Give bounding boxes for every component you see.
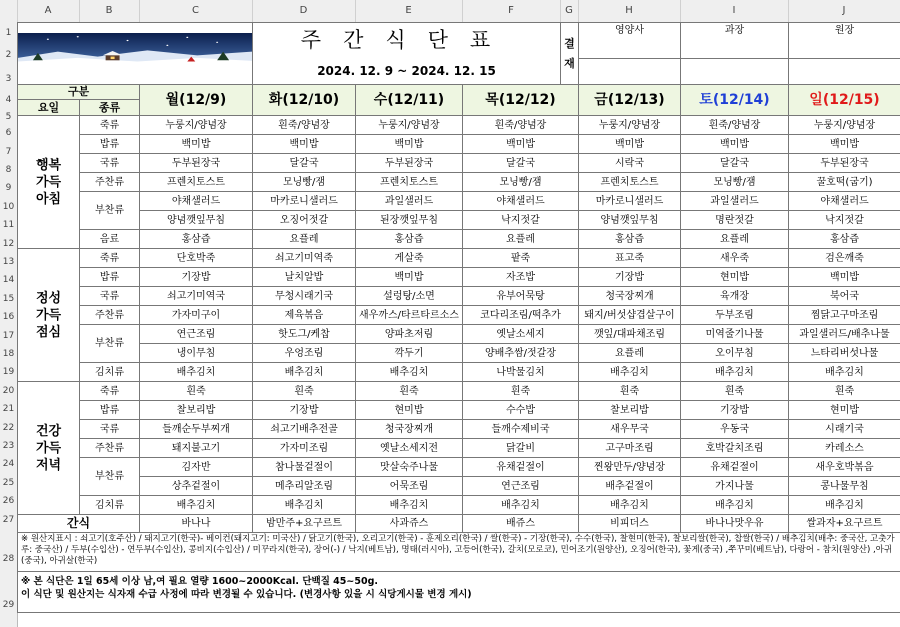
breakfast-meal-label: 행복 가득 아침: [18, 116, 80, 249]
column-header-g[interactable]: G: [560, 0, 579, 22]
day-sun: 일(12/15): [789, 85, 900, 116]
column-header-e[interactable]: E: [355, 0, 463, 22]
column-header-f[interactable]: F: [462, 0, 561, 22]
lunch-meal-label: 정성 가득 점심: [18, 249, 80, 382]
row-header[interactable]: 2: [5, 50, 12, 60]
breakfast-menu-item: 프렌치토스트: [579, 173, 681, 192]
column-header-b[interactable]: B: [79, 0, 140, 22]
lunch-menu-item: 가자미구이: [140, 306, 253, 325]
row-header[interactable]: 3: [5, 74, 12, 84]
dinner-menu-item: 새우무국: [579, 420, 681, 439]
dinner-menu-item: 현미밥: [356, 401, 463, 420]
approval-label-top: 결: [564, 36, 575, 50]
lunch-menu-item: 미역줄기나물: [681, 325, 789, 344]
lunch-menu-item: 코다리조림/떡추가: [463, 306, 579, 325]
lunch-menu-item: 자조밥: [463, 268, 579, 287]
lunch-menu-item: 북어국: [789, 287, 900, 306]
dinner-menu-item: 시래기국: [789, 420, 900, 439]
breakfast-menu-item: 시락국: [579, 154, 681, 173]
lunch-menu-item: 배추김치: [789, 363, 900, 382]
weekly-menu-table: [17, 22, 900, 613]
meal-body: [18, 116, 900, 515]
dinner-menu-item: 흰죽: [579, 382, 681, 401]
dinner-menu-item: 기장밥: [253, 401, 356, 420]
day-wed: 수(12/11): [356, 85, 463, 116]
row-header[interactable]: 20: [2, 386, 15, 396]
lunch-menu-item: 기장밥: [140, 268, 253, 287]
lunch-menu-item: 과일샐러드/배추나물: [789, 325, 900, 344]
dinner-menu-item: 배추김치: [140, 496, 253, 515]
breakfast-menu-item: 낙지젓갈: [789, 211, 900, 230]
lunch-menu-item: 찜닭고구마조림: [789, 306, 900, 325]
lunch-menu-item: 표고죽: [579, 249, 681, 268]
snack-item: 사과쥬스: [356, 515, 463, 533]
row-header[interactable]: 4: [5, 95, 12, 105]
origin-notice: ※ 원산지표시 : 쇠고기(호주산) / 돼지고기(한국)- 베이컨(돼지고기: 미국산) / 닭고기(한국), 오리고기(한국) - 훈제오리(한국) / 쌀(한국) - 기장(한국), 수수(한국), 찰현미(한국), 찰보리쌀(한국), 찹쌀(한국) / 배추김치(배추: 중국산, 고춧가루: 중국산) / 두부(수입산) - 연두부(수입산), 콩비지(수입산) / 미꾸라지(한국), 장어(-) / 낙지(베트남), 명태(러시아), 고등어(한국), 갈치(모로코), 민어조기(원양산), 오징어(한국), 꽃게(중국) ,쭈꾸미(베트남), 다랑어 - 참치(원양산) ,아귀(중국), 아귀살(한국): [18, 533, 900, 572]
snack-item: 쌀과자+요구르트: [789, 515, 900, 533]
page-title: 주간식단표: [253, 23, 561, 59]
lunch-category: 김치류: [80, 363, 140, 382]
lunch-menu-item: 날치알밥: [253, 268, 356, 287]
signature-box-dietitian[interactable]: [579, 59, 681, 85]
breakfast-category: 주찬류: [80, 173, 140, 192]
lunch-menu-item: 백미밥: [356, 268, 463, 287]
column-header-j[interactable]: J: [788, 0, 900, 22]
winter-night-illustration: [18, 33, 252, 69]
breakfast-menu-item: 양념깻잎무침: [579, 211, 681, 230]
dinner-menu-item: 들깨수제비국: [463, 420, 579, 439]
signature-box-director[interactable]: [789, 59, 900, 85]
dinner-menu-item: 배추김치: [681, 496, 789, 515]
snack-item: 비피더스: [579, 515, 681, 533]
breakfast-menu-item: 야채샐러드: [140, 192, 253, 211]
dinner-menu-item: 참나물겉절이: [253, 458, 356, 477]
dinner-menu-item: 흰죽: [253, 382, 356, 401]
dinner-menu-item: 연근조림: [463, 477, 579, 496]
row-header[interactable]: 9: [5, 183, 12, 193]
breakfast-menu-item: 백미밥: [463, 135, 579, 154]
row-header[interactable]: 21: [2, 404, 15, 414]
row-header[interactable]: 7: [5, 147, 12, 157]
menu-sheet: [17, 22, 900, 613]
breakfast-category: 음료: [80, 230, 140, 249]
dinner-category: 죽류: [80, 382, 140, 401]
column-header-bar: [0, 0, 900, 23]
column-header-d[interactable]: D: [252, 0, 356, 22]
row-header[interactable]: 1: [5, 28, 12, 38]
lunch-menu-item: 양파초저림: [356, 325, 463, 344]
lunch-menu-item: 쇠고기미역죽: [253, 249, 356, 268]
lunch-menu-item: 연근조림: [140, 325, 253, 344]
breakfast-menu-item: 마카로니샐러드: [253, 192, 356, 211]
row-header[interactable]: 11: [2, 220, 15, 230]
lunch-menu-item: 배추김치: [253, 363, 356, 382]
lunch-menu-item: 유부어묵탕: [463, 287, 579, 306]
breakfast-menu-item: 흰죽/양념장: [681, 116, 789, 135]
lunch-menu-item: 제육볶음: [253, 306, 356, 325]
approval-label-bottom: 재: [564, 56, 575, 70]
dinner-menu-item: 배추김치: [579, 496, 681, 515]
lunch-menu-item: 무청시래기국: [253, 287, 356, 306]
dinner-menu-item: 호박갈치조림: [681, 439, 789, 458]
dinner-menu-item: 카레소스: [789, 439, 900, 458]
lunch-menu-item: 핫도그/케찹: [253, 325, 356, 344]
breakfast-menu-item: 오징어젓갈: [253, 211, 356, 230]
column-header-a[interactable]: A: [17, 0, 80, 22]
dinner-menu-item: 옛날소세지전: [356, 439, 463, 458]
column-header-i[interactable]: I: [680, 0, 789, 22]
breakfast-menu-item: 홍삼즙: [789, 230, 900, 249]
breakfast-menu-item: 백미밥: [789, 135, 900, 154]
breakfast-menu-item: 요플레: [253, 230, 356, 249]
lunch-menu-item: 게살죽: [356, 249, 463, 268]
breakfast-menu-item: 요플레: [681, 230, 789, 249]
breakfast-menu-item: 과일샐러드: [681, 192, 789, 211]
row-header[interactable]: 16: [2, 312, 15, 322]
lunch-menu-item: 새우죽: [681, 249, 789, 268]
date-range: 2024. 12. 9 ~ 2024. 12. 15: [253, 59, 561, 85]
row-header[interactable]: 12: [2, 239, 15, 249]
lunch-menu-item: 양배추쌈/젓갈장: [463, 344, 579, 363]
gubun-label: 구분: [18, 85, 139, 100]
lunch-menu-item: 나박물김치: [463, 363, 579, 382]
row-header-bar: [0, 22, 18, 627]
dinner-menu-item: 수수밥: [463, 401, 579, 420]
dinner-menu-item: 메추리알조림: [253, 477, 356, 496]
winter-scene-image: [18, 23, 253, 85]
breakfast-menu-item: 홍삼즙: [356, 230, 463, 249]
breakfast-menu-item: 흰죽/양념장: [463, 116, 579, 135]
dinner-menu-item: 콩나물무침: [789, 477, 900, 496]
lunch-menu-item: 오이무침: [681, 344, 789, 363]
row-header[interactable]: 25: [2, 478, 15, 488]
row-header[interactable]: 23: [2, 441, 15, 451]
lunch-menu-item: 검은깨죽: [789, 249, 900, 268]
breakfast-menu-item: 낙지젓갈: [463, 211, 579, 230]
lunch-menu-item: 두부조림: [681, 306, 789, 325]
lunch-menu-item: 배추김치: [356, 363, 463, 382]
breakfast-menu-item: 백미밥: [140, 135, 253, 154]
snack-item: 바나나맛우유: [681, 515, 789, 533]
dinner-category: 주찬류: [80, 439, 140, 458]
breakfast-menu-item: 프렌치토스트: [356, 173, 463, 192]
dinner-menu-item: 돼지불고기: [140, 439, 253, 458]
dinner-menu-item: 배추김치: [463, 496, 579, 515]
row-header[interactable]: 5: [5, 112, 12, 122]
breakfast-menu-item: 야채샐러드: [789, 192, 900, 211]
lunch-menu-item: 쇠고기미역국: [140, 287, 253, 306]
row-header[interactable]: 26: [2, 496, 15, 506]
breakfast-menu-item: 두부된장국: [356, 154, 463, 173]
dinner-menu-item: 배추김치: [789, 496, 900, 515]
jongryu-label: 종류: [98, 101, 121, 114]
lunch-menu-item: 요플레: [579, 344, 681, 363]
dinner-menu-item: 가지나물: [681, 477, 789, 496]
row-header[interactable]: 6: [5, 128, 12, 138]
approver-dietitian: 영양사: [579, 23, 681, 59]
dinner-menu-item: 맛살숙주나물: [356, 458, 463, 477]
dinner-menu-item: 현미밥: [789, 401, 900, 420]
breakfast-menu-item: 모닝빵/잼: [463, 173, 579, 192]
lunch-menu-item: 느타리버섯나물: [789, 344, 900, 363]
lunch-menu-item: 냉이무침: [140, 344, 253, 363]
yoil-label: 요일: [18, 100, 80, 115]
lunch-menu-item: 배추김치: [579, 363, 681, 382]
lunch-menu-item: 현미밥: [681, 268, 789, 287]
dinner-menu-item: 흰죽: [789, 382, 900, 401]
dinner-menu-item: 유채겉절이: [681, 458, 789, 477]
dinner-meal-label: 건강 가득 저녁: [18, 382, 80, 515]
dinner-menu-item: 흰죽: [356, 382, 463, 401]
breakfast-menu-item: 누룽지/양념장: [356, 116, 463, 135]
breakfast-category: 죽류: [80, 116, 140, 135]
lunch-category: 부찬류: [80, 325, 140, 363]
breakfast-menu-item: 백미밥: [356, 135, 463, 154]
lunch-menu-item: 돼지/버섯샵겹살구이: [579, 306, 681, 325]
day-tue: 화(12/10): [253, 85, 356, 116]
gubun-header: [18, 85, 140, 116]
row-header[interactable]: 10: [2, 202, 15, 212]
breakfast-menu-item: 백미밥: [681, 135, 789, 154]
breakfast-menu-item: 달갈국: [681, 154, 789, 173]
breakfast-menu-item: 마카로니샐러드: [579, 192, 681, 211]
dinner-menu-item: 찐왕만두/양념장: [579, 458, 681, 477]
breakfast-menu-item: 백미밥: [253, 135, 356, 154]
snack-item: 바나나: [140, 515, 253, 533]
lunch-menu-item: 옛날소세지: [463, 325, 579, 344]
breakfast-menu-item: 모닝빵/잼: [253, 173, 356, 192]
dinner-menu-item: 닭갈비: [463, 439, 579, 458]
lunch-category: 밥류: [80, 268, 140, 287]
dinner-menu-item: 어묵조림: [356, 477, 463, 496]
row-header[interactable]: 19: [2, 367, 15, 377]
breakfast-menu-item: 명란젓갈: [681, 211, 789, 230]
dinner-category: 밥류: [80, 401, 140, 420]
lunch-menu-item: 단호박죽: [140, 249, 253, 268]
snack-label: 간식: [18, 515, 140, 533]
dinner-menu-item: 유채겉절이: [463, 458, 579, 477]
dinner-menu-item: 흰죽: [463, 382, 579, 401]
dinner-menu-item: 우동국: [681, 420, 789, 439]
dinner-menu-item: 상추겉절이: [140, 477, 253, 496]
lunch-menu-item: 설렁탕/소면: [356, 287, 463, 306]
breakfast-menu-item: 양념깻잎무침: [140, 211, 253, 230]
column-header-h[interactable]: H: [578, 0, 681, 22]
dinner-menu-item: 들깨순두부찌개: [140, 420, 253, 439]
select-all-corner[interactable]: [0, 0, 18, 22]
policy-notice: ※ 본 식단은 1일 65세 이상 남,여 필요 열량 1600~2000Kcal. 단백질 45~50g. 이 식단 및 원산지는 식자재 수급 사정에 따라 변경될 수 있습니다. (변경사항 있을 시 식당게시물 변경 게시): [18, 572, 900, 613]
lunch-category: 국류: [80, 287, 140, 306]
breakfast-menu-item: 흰죽/양념장: [253, 116, 356, 135]
dinner-menu-item: 흰죽: [681, 382, 789, 401]
breakfast-menu-item: 두부된장국: [789, 154, 900, 173]
dinner-category: 국류: [80, 420, 140, 439]
lunch-menu-item: 기장밥: [579, 268, 681, 287]
lunch-menu-item: 새우까스/타르타르소스: [356, 306, 463, 325]
lunch-menu-item: 팥죽: [463, 249, 579, 268]
lunch-category: 주찬류: [80, 306, 140, 325]
dinner-menu-item: 배추김치: [253, 496, 356, 515]
lunch-menu-item: 깻잎/대파채조림: [579, 325, 681, 344]
dinner-category: 부찬류: [80, 458, 140, 496]
approver-manager: 과장: [681, 23, 789, 59]
row-header[interactable]: 8: [5, 165, 12, 175]
breakfast-menu-item: 된장깻잎무침: [356, 211, 463, 230]
row-header[interactable]: 29: [2, 600, 15, 610]
approval-label: [561, 23, 579, 85]
lunch-menu-item: 청국장찌개: [579, 287, 681, 306]
dinner-menu-item: 배추겉절이: [579, 477, 681, 496]
column-header-c[interactable]: C: [139, 0, 253, 22]
lunch-menu-item: 배추김치: [681, 363, 789, 382]
lunch-menu-item: 육개장: [681, 287, 789, 306]
lunch-menu-item: 우엉조림: [253, 344, 356, 363]
lunch-menu-item: 백미밥: [789, 268, 900, 287]
breakfast-menu-item: 프렌치토스트: [140, 173, 253, 192]
dinner-menu-item: 기장밥: [681, 401, 789, 420]
approver-director: 원장: [789, 23, 900, 59]
snack-item: 배쥬스: [463, 515, 579, 533]
breakfast-category: 부찬류: [80, 192, 140, 230]
breakfast-menu-item: 누룽지/양념장: [789, 116, 900, 135]
dinner-menu-item: 김자반: [140, 458, 253, 477]
breakfast-category: 밥류: [80, 135, 140, 154]
row-header[interactable]: 18: [2, 349, 15, 359]
row-header[interactable]: 13: [2, 257, 15, 267]
row-header[interactable]: 14: [2, 275, 15, 285]
day-fri: 금(12/13): [579, 85, 681, 116]
dinner-category: 김치류: [80, 496, 140, 515]
breakfast-menu-item: 요플레: [463, 230, 579, 249]
breakfast-menu-item: 백미밥: [579, 135, 681, 154]
row-header[interactable]: 27: [2, 515, 15, 525]
breakfast-menu-item: 모닝빵/잼: [681, 173, 789, 192]
breakfast-menu-item: 홍삼즙: [140, 230, 253, 249]
snack-item: 밤만주+요구르트: [253, 515, 356, 533]
dinner-menu-item: 흰죽: [140, 382, 253, 401]
day-mon: 월(12/9): [140, 85, 253, 116]
breakfast-menu-item: 달갈국: [463, 154, 579, 173]
breakfast-menu-item: 두부된장국: [140, 154, 253, 173]
dinner-menu-item: 배추김치: [356, 496, 463, 515]
breakfast-menu-item: 꿀호떡(굽기): [789, 173, 900, 192]
row-header[interactable]: 17: [2, 331, 15, 341]
signature-box-manager[interactable]: [681, 59, 789, 85]
breakfast-menu-item: 야채샐러드: [463, 192, 579, 211]
row-header[interactable]: 22: [2, 423, 15, 433]
day-thu: 목(12/12): [463, 85, 579, 116]
day-sat: 토(12/14): [681, 85, 789, 116]
row-header[interactable]: 28: [2, 554, 15, 564]
lunch-menu-item: 배추김치: [140, 363, 253, 382]
dinner-menu-item: 찰보리밥: [140, 401, 253, 420]
dinner-menu-item: 가자미조림: [253, 439, 356, 458]
lunch-menu-item: 깍두기: [356, 344, 463, 363]
breakfast-menu-item: 누룽지/양념장: [579, 116, 681, 135]
dinner-menu-item: 새우호박볶음: [789, 458, 900, 477]
breakfast-menu-item: 달갈국: [253, 154, 356, 173]
breakfast-category: 국류: [80, 154, 140, 173]
breakfast-menu-item: 홍삼즙: [579, 230, 681, 249]
dinner-menu-item: 쇠고기배추전골: [253, 420, 356, 439]
dinner-menu-item: 찰보리밥: [579, 401, 681, 420]
lunch-category: 죽류: [80, 249, 140, 268]
dinner-menu-item: 고구마조림: [579, 439, 681, 458]
row-header[interactable]: 15: [2, 294, 15, 304]
breakfast-menu-item: 누룽지/양념장: [140, 116, 253, 135]
dinner-menu-item: 청국장찌개: [356, 420, 463, 439]
row-header[interactable]: 24: [2, 459, 15, 469]
breakfast-menu-item: 과일샐러드: [356, 192, 463, 211]
